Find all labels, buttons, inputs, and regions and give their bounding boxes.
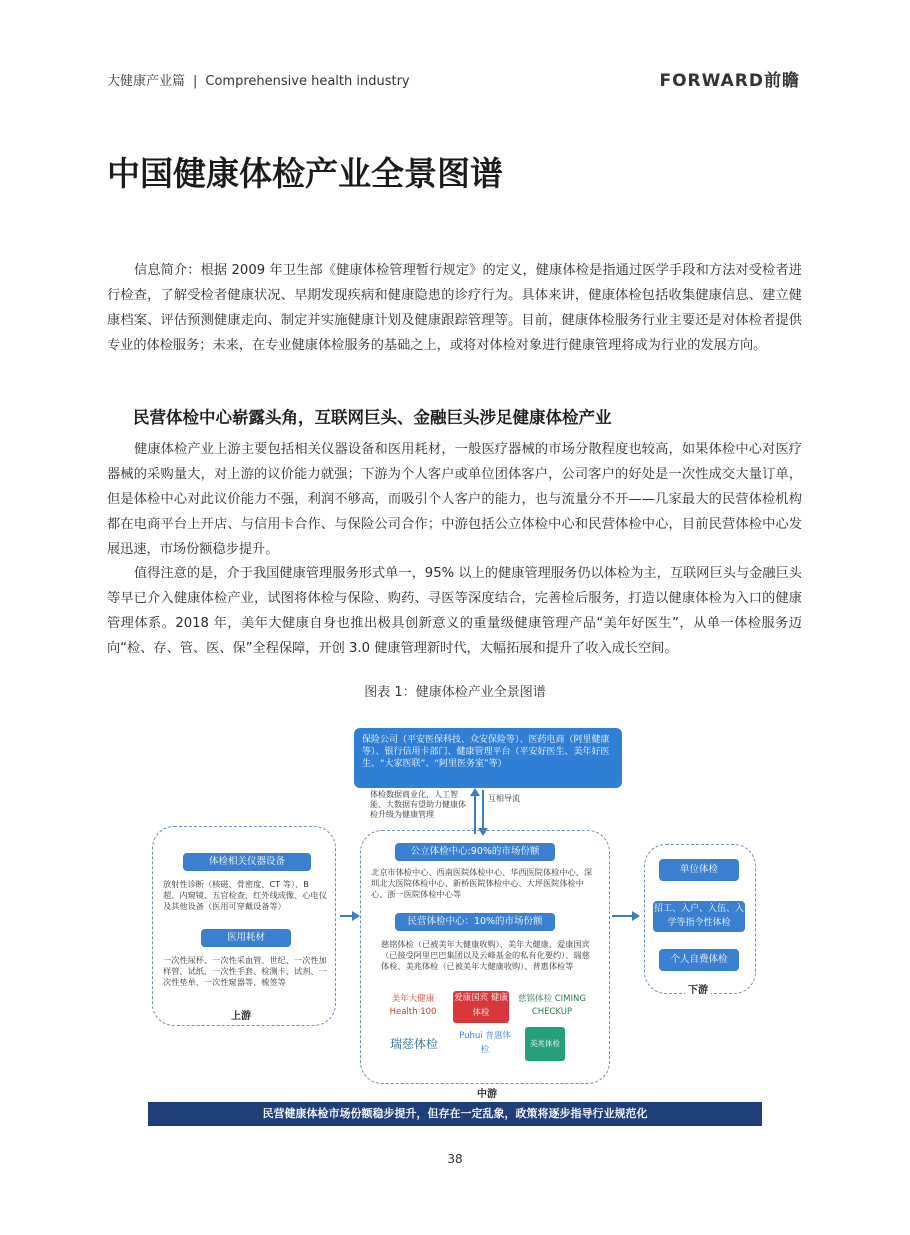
downstream-item-mandatory: 招工、入户、入伍、入学等指令性体检 bbox=[653, 901, 745, 932]
body-paragraph-1: 健康体检产业上游主要包括相关仪器设备和医用耗材，一般医疗器械的市场分散程度也较高，如果体检中心对医疗器械的采购量大，对上游的议价能力就强；下游为个人客户或单位团体客户，公司客户的好处是一次性成交大量订单，但是体检中心对此议价能力不强，利润不够高，而吸引个人客户的能力，也与流量分不开——几家最大的民营体检机构都在电商平台上开店、与信用卡合作、与保险公司合作；中游包括公立体检中心和民营体检中心，目前民营体检中心发展迅速，市场份额稳步提升。 bbox=[107, 442, 802, 557]
downstream-item-unit: 单位体检 bbox=[659, 859, 739, 881]
downstream-zone bbox=[644, 844, 756, 994]
header-section-cn: 大健康产业篇 bbox=[107, 74, 186, 89]
logo-ruici: 瑞慈体检 bbox=[389, 1037, 438, 1051]
brand-logo: FORWARD前瞻 bbox=[659, 71, 800, 91]
upstream-zone bbox=[152, 826, 336, 1026]
arrow-right-label: 互相导流 bbox=[488, 794, 520, 803]
upstream-equipment-text: 放射性诊断（核磁、骨密度、CT 等）、B 超、内窥镜、五官检查、红外线成像、心电仪及其他设备（医用可穿戴设备等） bbox=[163, 879, 327, 911]
page-number: 38 bbox=[447, 1152, 463, 1166]
arrow-line-up bbox=[474, 794, 476, 834]
industry-diagram bbox=[148, 718, 762, 1128]
upstream-pill-consumables: 医用耗材 bbox=[201, 929, 291, 947]
arrow-right-icon bbox=[352, 911, 360, 921]
body-paragraph-2: 值得注意的是，介于我国健康管理服务形式单一，95% 以上的健康管理服务仍以体检为主，互联网巨头与金融巨头等早已介入健康体检产业，试图将体检与保险、购药、寻医等深度结合，完善检后服务，打造以健康体检为入口的健康管理体系。2018 年，美年大健康自身也推出极具创新意义的重量级健康管理产品“美年好医生”，从单一体检服务迈向“检、存、管、医、保”全程保障，开创 3.0 健康管理新时代，大幅拓展和提升了收入成长空间。 bbox=[107, 566, 802, 656]
diagram-banner: 民营健康体检市场份额稳步提升，但存在一定乱象，政策将逐步指导行业规范化 bbox=[148, 1102, 762, 1126]
midstream-private-text: 慈铭体检（已被美年大健康收购）、美年大健康、爱康国宾（已接受阿里巴巴集团以及云峰基金的私有化要约）、瑞慈体检、美兆体检（已被美年大健康收购）、普惠体检等 bbox=[381, 939, 590, 971]
arrow-line-down bbox=[482, 790, 484, 830]
midstream-zone bbox=[360, 830, 610, 1100]
midstream-pill-private: 民营体检中心：10%的市场份额 bbox=[395, 913, 555, 931]
header-section bbox=[107, 70, 410, 89]
midstream-pill-public: 公立体检中心:90%的市场份额 bbox=[395, 843, 555, 861]
arrow-line-mid-down bbox=[612, 915, 634, 917]
upstream-pill-equipment: 体检相关仪器设备 bbox=[183, 853, 311, 871]
downstream-item-personal: 个人自费体检 bbox=[659, 949, 739, 971]
midstream-public-text: 北京市体检中心、西南医院体检中心、华西医院体检中心、深圳北大医院体检中心、新桥医院体检中心、大坪医院体检中心、浙一医院体检中心等 bbox=[371, 867, 593, 899]
arrow-left-label: 体检数据商业化，人工智能、大数据有望助力健康体检升级为健康管理 bbox=[370, 790, 466, 819]
logo-aikang: 爱康国宾 健康体检 bbox=[453, 991, 509, 1023]
logo-puhui: Puhui 普惠体检 bbox=[459, 1031, 511, 1055]
section-subtitle: 民营体检中心崭露头角，互联网巨头、金融巨头涉足健康体检产业 bbox=[133, 408, 612, 427]
upstream-label: 上游 bbox=[231, 1011, 251, 1022]
figure-caption: 图表 1：健康体检产业全景图谱 bbox=[364, 685, 546, 700]
intro-paragraph: 信息简介：根据 2009 年卫生部《健康体检管理暂行规定》的定义，健康体检是指通过医学手段和方法对受检者进行检查，了解受检者健康状况、早期发现疾病和健康隐患的诊疗行为。具体来讲，健康体检包括收集健康信息、建立健康档案、评估预测健康走向、制定并实施健康计划及健康跟踪管理等。目前，健康体检服务行业主要还是对体检者提供专业的体检服务；未来，在专业健康体检服务的基础之上，或将对体检对象进行健康管理将成为行业的发展方向。 bbox=[107, 263, 802, 353]
top-partners-box: 保险公司（平安医保科技、众安保险等）、医药电商（阿里健康等）、银行信用卡部门、健康管理平台（平安好医生、美年好医生、“大家医联”、“阿里医务室”等） bbox=[354, 728, 622, 788]
logo-ciming: 慈铭体检 CIMING CHECKUP bbox=[518, 994, 586, 1017]
arrow-right-icon-2 bbox=[632, 911, 640, 921]
downstream-label: 下游 bbox=[685, 981, 711, 996]
logo-meinian: 美年大健康 Health 100 bbox=[389, 994, 437, 1017]
midstream-label: 中游 bbox=[473, 1085, 501, 1100]
page-title: 中国健康体检产业全景图谱 bbox=[107, 154, 503, 193]
header-divider: | bbox=[193, 74, 198, 89]
upstream-consumables-text: 一次性尿杯、一次性采血管、世纪、一次性加样管、试纸、一次性手套、检测卡、试剂、一次性垫单、一次性窥器等、梳签等 bbox=[163, 955, 327, 987]
logo-meizhao: 美兆体检 bbox=[525, 1027, 565, 1061]
header-section-en: Comprehensive health industry bbox=[205, 74, 410, 89]
